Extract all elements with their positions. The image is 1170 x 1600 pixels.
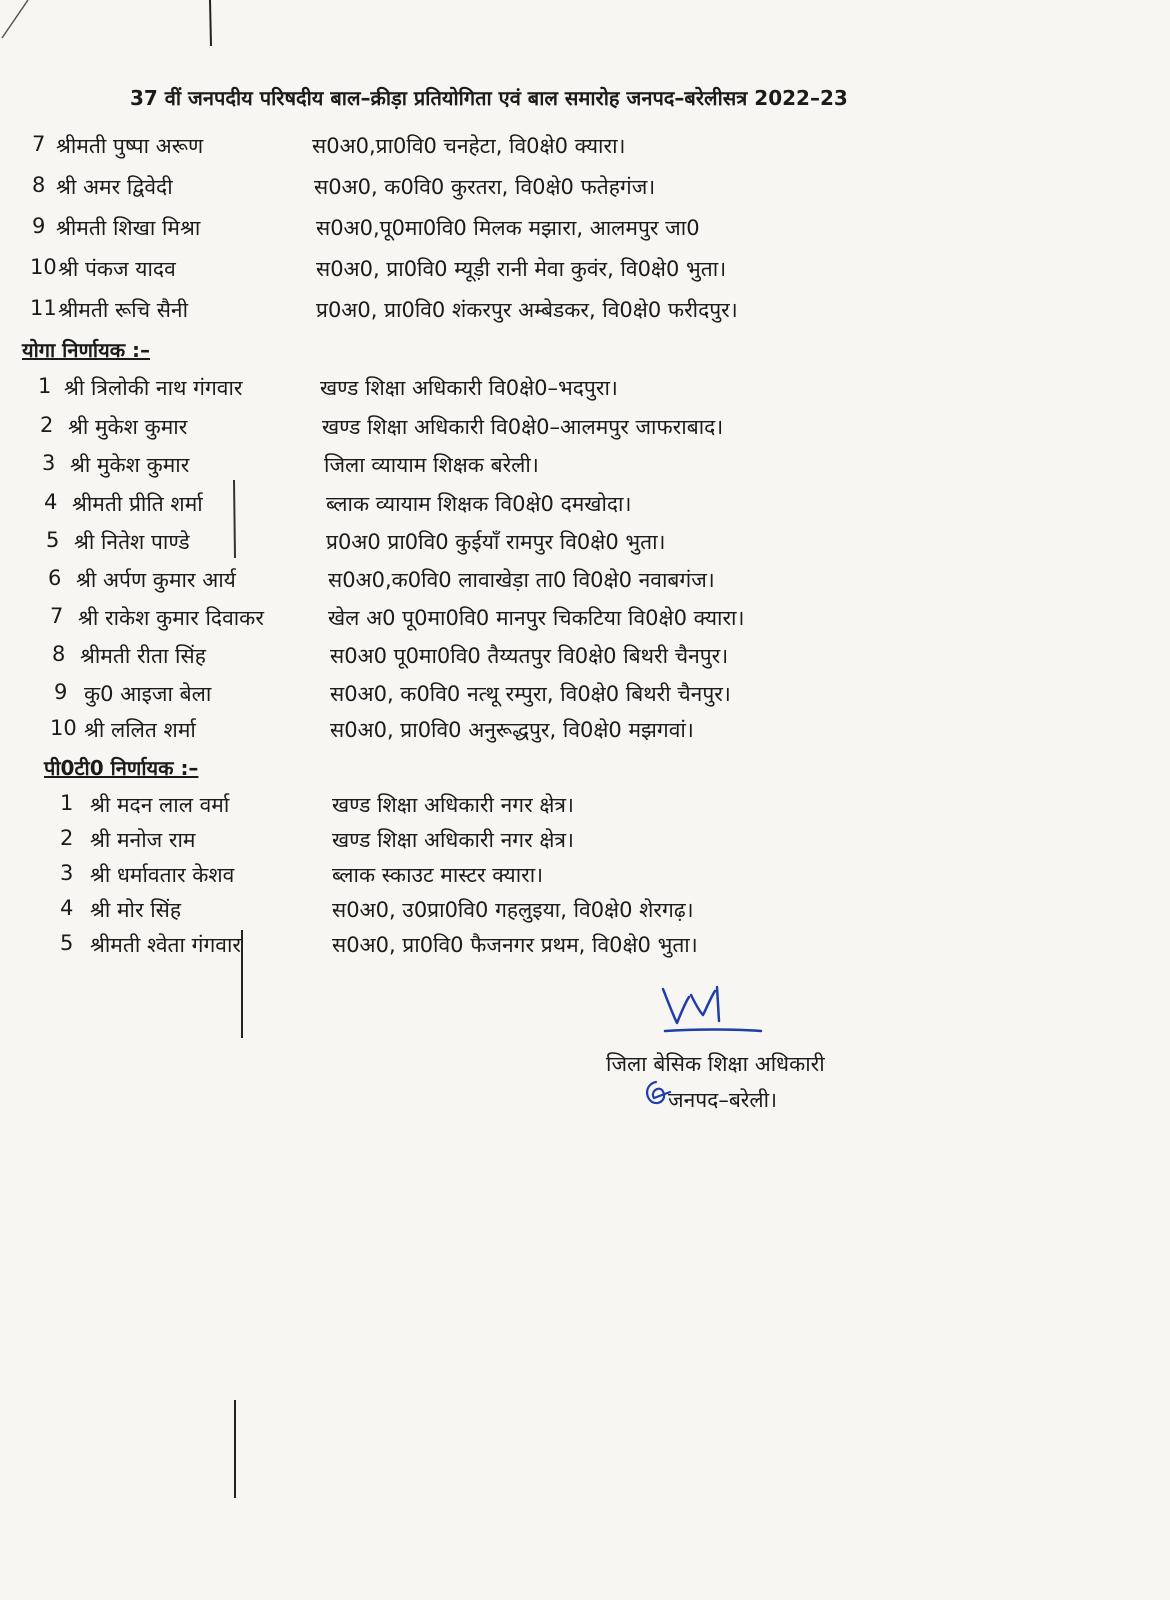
- person-name: श्री मुकेश कुमार: [70, 453, 190, 477]
- person-designation: खण्ड शिक्षा अधिकारी नगर क्षेत्र।: [332, 828, 574, 852]
- person-name: कु0 आइजा बेला: [84, 682, 212, 706]
- person-designation: स0अ0, उ0प्रा0वि0 गहलुइया, वि0क्षे0 शेरगढ़।: [332, 898, 694, 922]
- person-designation: खेल अ0 पू0मा0वि0 मानपुर चिकटिया वि0क्षे0 क्यारा।: [328, 606, 745, 630]
- person-name: श्री पंकज यादव: [58, 257, 176, 281]
- signatory-designation: जिला बेसिक शिक्षा अधिकारी: [606, 1052, 825, 1076]
- person-designation: स0अ0, प्रा0वि0 अनुरूद्धपुर, वि0क्षे0 मझगवां।: [330, 718, 694, 742]
- row-number: 8: [32, 173, 46, 197]
- person-name: श्री मनोज राम: [90, 828, 196, 852]
- person-designation: स0अ0, प्रा0वि0 म्यूड़ी रानी मेवा कुवंर, वि0क्षे0 भुता।: [316, 257, 727, 281]
- row-number: 2: [40, 413, 54, 437]
- person-name: श्रीमती प्रीति शर्मा: [72, 492, 203, 516]
- list-item: [50, 604, 1150, 634]
- row-number: 3: [42, 451, 56, 475]
- person-name: श्री अर्पण कुमार आर्य: [76, 568, 236, 592]
- row-number: 4: [60, 896, 74, 920]
- person-name: श्रीमती रीता सिंह: [80, 644, 206, 668]
- list-item: [32, 173, 1132, 203]
- document-title: 37 वीं जनपदीय परिषदीय बाल–क्रीड़ा प्रतियोगिता एवं बाल समारोह जनपद–बरेलीसत्र 2022–23: [130, 86, 848, 110]
- row-number: 3: [60, 861, 74, 885]
- person-designation: स0अ0,प्रा0वि0 चनहेटा, वि0क्षे0 क्यारा।: [312, 134, 626, 158]
- list-item: [32, 214, 1132, 244]
- person-designation: स0अ0, क0वि0 नत्थू रम्पुरा, वि0क्षे0 बिथरी चैनपुर।: [330, 682, 731, 706]
- list-item: [42, 451, 1142, 481]
- list-item: [54, 680, 1154, 710]
- row-number: 5: [46, 528, 60, 552]
- list-item: [60, 861, 1160, 891]
- person-designation: खण्ड शिक्षा अधिकारी वि0क्षे0–भदपुरा।: [320, 376, 618, 400]
- person-name: श्री मुकेश कुमार: [68, 415, 188, 439]
- person-name: श्री नितेश पाण्डे: [74, 530, 190, 554]
- signatory-district: जनपद–बरेली।: [668, 1088, 778, 1112]
- list-item: [30, 255, 1130, 285]
- row-number: 7: [32, 132, 46, 156]
- scan-mark-left-edge: [0, 0, 30, 40]
- person-name: श्री राकेश कुमार दिवाकर: [78, 606, 264, 630]
- list-item: [38, 374, 1138, 404]
- person-name: श्रीमती रूचि सैनी: [58, 298, 189, 322]
- row-number: 11: [30, 296, 57, 320]
- person-designation: स0अ0,क0वि0 लावाखेड़ा ता0 वि0क्षे0 नवाबगंज।: [328, 568, 715, 592]
- row-number: 1: [60, 791, 74, 815]
- section-heading-pt: पी0टी0 निर्णायक :–: [44, 756, 199, 780]
- list-item: [48, 566, 1148, 596]
- person-name: श्री ललित शर्मा: [84, 718, 196, 742]
- person-name: श्रीमती शिखा मिश्रा: [56, 216, 201, 240]
- row-number: 10: [30, 255, 57, 279]
- person-designation: खण्ड शिक्षा अधिकारी वि0क्षे0–आलमपुर जाफराबाद।: [322, 415, 724, 439]
- person-name: श्री अमर द्विवेदी: [56, 175, 173, 199]
- person-name: श्रीमती पुष्पा अरूण: [56, 134, 204, 158]
- person-designation: खण्ड शिक्षा अधिकारी नगर क्षेत्र।: [332, 793, 574, 817]
- person-designation: प्र0अ0 प्रा0वि0 कुईयाँ रामपुर वि0क्षे0 भुता।: [326, 530, 666, 554]
- person-designation: स0अ0, प्रा0वि0 फैजनगर प्रथम, वि0क्षे0 भुता।: [332, 933, 698, 957]
- handwritten-signature: [655, 985, 775, 1045]
- list-item: [30, 296, 1130, 326]
- person-designation: स0अ0, क0वि0 कुरतरा, वि0क्षे0 फतेहगंज।: [314, 175, 656, 199]
- row-number: 10: [50, 716, 77, 740]
- scan-mark-top: [205, 0, 215, 48]
- list-item: [44, 490, 1144, 520]
- scan-mark-bottom: [230, 1400, 240, 1500]
- list-item: [60, 931, 1160, 961]
- row-number: 9: [54, 680, 68, 704]
- row-number: 6: [48, 566, 62, 590]
- list-item: [32, 132, 1132, 162]
- row-number: 2: [60, 826, 74, 850]
- list-item: [60, 791, 1160, 821]
- row-number: 5: [60, 931, 74, 955]
- row-number: 8: [52, 642, 66, 666]
- person-designation: प्र0अ0, प्रा0वि0 शंकरपुर अम्बेडकर, वि0क्षे0 फरीदपुर।: [316, 298, 738, 322]
- person-designation: स0अ0,पू0मा0वि0 मिलक मझारा, आलमपुर जा0: [316, 216, 700, 240]
- list-item: [40, 413, 1140, 443]
- person-name: श्री त्रिलोकी नाथ गंगवार: [64, 376, 243, 400]
- row-number: 9: [32, 214, 46, 238]
- person-designation: ब्लाक व्यायाम शिक्षक वि0क्षे0 दमखोदा।: [326, 492, 632, 516]
- person-name: श्रीमती श्वेता गंगवार: [90, 933, 241, 957]
- row-number: 7: [50, 604, 64, 628]
- list-item: [46, 528, 1146, 558]
- person-name: श्री धर्मावतार केशव: [90, 863, 235, 887]
- row-number: 1: [38, 374, 52, 398]
- section-heading-yoga: योगा निर्णायक :–: [22, 338, 151, 362]
- person-designation: जिला व्यायाम शिक्षक बरेली।: [324, 453, 539, 477]
- person-designation: ब्लाक स्काउट मास्टर क्यारा।: [332, 863, 544, 887]
- list-item: [50, 716, 1150, 746]
- list-item: [60, 826, 1160, 856]
- person-name: श्री मदन लाल वर्मा: [90, 793, 230, 817]
- person-designation: स0अ0 पू0मा0वि0 तैय्यतपुर वि0क्षे0 बिथरी चैनपुर।: [330, 644, 729, 668]
- person-name: श्री मोर सिंह: [90, 898, 182, 922]
- list-item: [60, 896, 1160, 926]
- row-number: 4: [44, 490, 58, 514]
- list-item: [52, 642, 1152, 672]
